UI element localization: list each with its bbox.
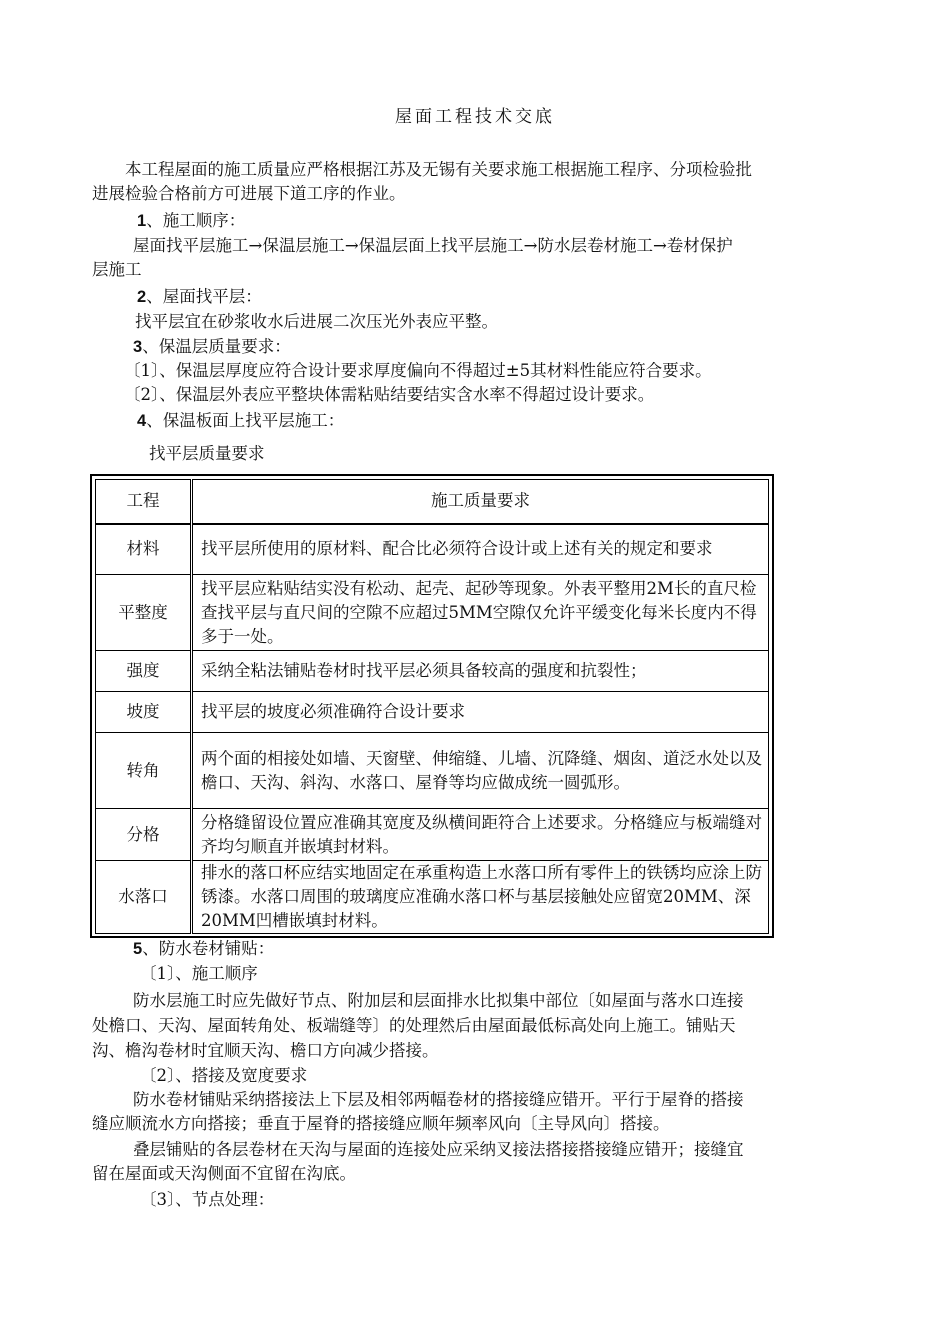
table-cell-requirement: 采纳全粘法铺贴卷材时找平层必须具备较高的强度和抗裂性； bbox=[192, 651, 769, 692]
section-5-title: 、防水卷材铺贴： bbox=[142, 939, 275, 958]
section-2-title: 、屋面找平层： bbox=[146, 287, 262, 306]
table-cell-requirement: 找平层所使用的原材料、配合比必须符合设计或上述有关的规定和要求 bbox=[192, 524, 769, 575]
document-title: 屋面工程技术交底 bbox=[395, 107, 555, 127]
table-header-requirement: 施工质量要求 bbox=[192, 480, 769, 524]
intro-line-1: 本工程屋面的施工质量应严格根据江苏及无锡有关要求施工根据施工程序、分项检验批 bbox=[125, 160, 752, 179]
table-row bbox=[96, 861, 769, 934]
intro-line-2: 进展检验合格前方可进展下道工序的作业。 bbox=[92, 184, 406, 203]
section-5-p3-line-2: 留在屋面或天沟侧面不宜留在沟底。 bbox=[92, 1164, 356, 1183]
table-cell-item: 强度 bbox=[96, 651, 192, 692]
section-5-sub-2: 〔2〕、搭接及宽度要求 bbox=[140, 1066, 308, 1085]
section-5-sub-3: 〔3〕、节点处理： bbox=[140, 1190, 275, 1209]
table-cell-requirement: 排水的落口杯应结实地固定在承重构造上水落口所有零件上的铁锈均应涂上防锈漆。水落口周围的玻璃度应准确水落口杯与基层接触处应留宽20MM、深20MM凹槽嵌填封材料。 bbox=[192, 861, 769, 934]
table-cell-item: 分格 bbox=[96, 809, 192, 861]
section-5-p1-line-2: 处檐口、天沟、屋面转角处、板端缝等〕的处理然后由屋面最低标高处向上施工。铺贴天 bbox=[92, 1016, 736, 1035]
table-row bbox=[96, 575, 769, 651]
section-5-p3-line-1: 叠层铺贴的各层卷材在天沟与屋面的连接处应采纳叉接法搭接搭接缝应错开；接缝宜 bbox=[133, 1140, 744, 1159]
table-row bbox=[96, 733, 769, 809]
table-row bbox=[96, 524, 769, 575]
section-4-title: 、保温板面上找平层施工： bbox=[146, 411, 345, 430]
section-4-heading bbox=[137, 409, 344, 433]
table-cell-item: 水落口 bbox=[96, 861, 192, 934]
table-header-item: 工程 bbox=[96, 480, 192, 524]
table-header-row bbox=[96, 480, 769, 524]
section-1-title: 、施工顺序： bbox=[146, 211, 246, 230]
table-cell-requirement: 找平层的坡度必须准确符合设计要求 bbox=[192, 692, 769, 733]
table-cell-item: 平整度 bbox=[96, 575, 192, 651]
section-5-sub-1: 〔1〕、施工顺序 bbox=[140, 964, 258, 983]
section-3-item-1: 〔1〕、保温层厚度应符合设计要求厚度偏向不得超过±5其材料性能应符合要求。 bbox=[124, 361, 712, 380]
section-2-text: 找平层宜在砂浆收水后进展二次压光外表应平整。 bbox=[135, 312, 498, 331]
table-cell-item: 转角 bbox=[96, 733, 192, 809]
table-row bbox=[96, 692, 769, 733]
section-5-number: 5 bbox=[133, 940, 143, 958]
table-cell-item: 材料 bbox=[96, 524, 192, 575]
section-3-item-2: 〔2〕、保温层外表应平整块体需粘贴结要结实含水率不得超过设计要求。 bbox=[124, 385, 655, 404]
section-5-p2-line-1: 防水卷材铺贴采纳搭接法上下层及相邻两幅卷材的搭接缝应错开。平行于屋脊的搭接 bbox=[133, 1090, 744, 1109]
section-1-line-1: 屋面找平层施工→保温层施工→保温层面上找平层施工→防水层卷材施工→卷材保护 bbox=[133, 236, 733, 255]
section-2-number: 2 bbox=[137, 288, 147, 306]
section-1-line-2: 层施工 bbox=[92, 260, 142, 279]
section-1-heading bbox=[137, 209, 245, 233]
section-4-number: 4 bbox=[137, 412, 147, 430]
table-cell-item: 坡度 bbox=[96, 692, 192, 733]
section-5-heading bbox=[133, 937, 274, 961]
section-5-p2-line-2: 缝应顺流水方向搭接；垂直于屋脊的搭接缝应顺年频率风向〔主导风向〕搭接。 bbox=[92, 1114, 670, 1133]
quality-table-frame bbox=[90, 474, 774, 938]
table-cell-requirement: 找平层应粘贴结实没有松动、起壳、起砂等现象。外表平整用2M长的直尺检查找平层与直尺间的空隙不应超过5MM空隙仅允许平缓变化每米长度内不得多于一处。 bbox=[192, 575, 769, 651]
table-cell-requirement: 分格缝留设位置应准确其宽度及纵横间距符合上述要求。分格缝应与板端缝对齐均匀顺直并嵌填封材料。 bbox=[192, 809, 769, 861]
section-5-p1-line-1: 防水层施工时应先做好节点、附加层和层面排水比拟集中部位〔如屋面与落水口连接 bbox=[133, 991, 744, 1010]
table-caption: 找平层质量要求 bbox=[149, 444, 265, 463]
section-3-title: 、保温层质量要求： bbox=[142, 337, 291, 356]
table-row bbox=[96, 651, 769, 692]
table-row bbox=[96, 809, 769, 861]
section-3-heading bbox=[133, 335, 291, 359]
table-cell-requirement: 两个面的相接处如墙、天窗壁、伸缩缝、儿墙、沉降缝、烟囱、道泛水处以及檐口、天沟、斜沟、水落口、屋脊等均应做成统一圆弧形。 bbox=[192, 733, 769, 809]
section-3-number: 3 bbox=[133, 338, 143, 356]
section-1-number: 1 bbox=[137, 212, 147, 230]
section-5-p1-line-3: 沟、檐沟卷材时宜顺天沟、檐口方向减少搭接。 bbox=[92, 1041, 439, 1060]
section-2-heading bbox=[137, 285, 262, 309]
quality-table bbox=[95, 479, 769, 934]
